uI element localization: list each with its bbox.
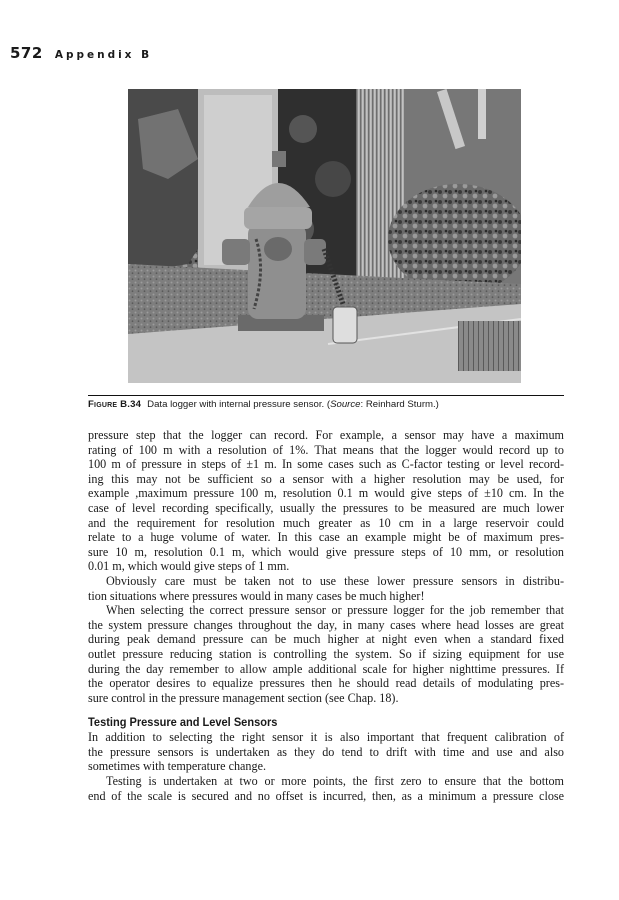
text-line: and the requirement for resolution much greater as 10 cm in a large reservoir could (88, 515, 564, 530)
paragraph-1 (88, 428, 564, 574)
caption-text: Data logger with internal pressure sensor. ( (147, 399, 331, 410)
paragraph-4 (88, 730, 564, 774)
text-line: 100 m of pressure in steps of ±1 m. In some cases such as C-factor testing or level record- (88, 457, 564, 472)
text-line: tion situations where pressures would in many cases be much higher! (88, 588, 425, 603)
text-line: rating of 100 m with a resolution of 1%. That means that the logger would record up to (88, 442, 564, 457)
text-line: end of the scale is secured and no offset is incurred, then, as a minimum a pressure close (88, 788, 564, 803)
text-line: the pressure sensors is undertaken as they do tend to drift with time and use and also (88, 744, 564, 759)
figure-photo (128, 89, 521, 383)
page-header (10, 44, 152, 62)
text-line: case of level recording specifically, usually the pressures to be measured are much lower (88, 500, 564, 515)
text-line: ing this may not be sufficient so a sensor with a higher resolution may be used, for (88, 471, 564, 486)
text-line: relate to a huge volume of water. In this case an example might be of maximum pres- (88, 530, 564, 545)
text-line: during peak demand pressure can be much higher at night even when a standard fixed (88, 632, 564, 647)
paragraph-2 (88, 574, 564, 603)
paragraph-5 (88, 774, 564, 803)
page-number: 572 (10, 44, 43, 62)
running-head: Appendix B (54, 49, 153, 61)
text-line: the operator desires to equalize pressures then he should read details of modulating pres- (88, 676, 564, 691)
text-line: pressure step that the logger can record. For example, a sensor may have a maximum (88, 428, 564, 442)
paragraph-3 (88, 603, 564, 705)
text-line: example ,maximum pressure 100 m, resolution 0.1 m would give steps of ±10 cm. In the (88, 486, 564, 501)
section-heading: Testing Pressure and Level Sensors (88, 715, 278, 730)
text-line: In addition to selecting the right sensor it is also important that frequent calibration of (88, 730, 564, 745)
text-line: during the day remember to allow ample additional scale for higher nighttime pressures. If (88, 661, 564, 676)
text-line: the system pressure changes throughout the day, in many cases where head losses are great (88, 617, 564, 632)
caption-source-label: Source (330, 399, 361, 410)
text-line: sure 10 m, resolution 0.1 m, which would give pressure steps of 10 mm, or resolution (88, 544, 564, 559)
fire-hydrant-photo-icon (128, 89, 521, 383)
text-line: When selecting the correct pressure sensor or pressure logger for the job remember that (106, 603, 564, 618)
text-line: 0.01 m, which would give steps of 1 mm. (88, 559, 290, 574)
caption-source: : Reinhard Sturm.) (360, 399, 439, 410)
figure-caption (88, 399, 564, 410)
text-line: Obviously care must be taken not to use these lower pressure sensors in distribu- (106, 573, 564, 588)
text-line: outlet pressure reducing station is controlling the system. So if sizing equipment for use (88, 646, 564, 661)
text-line: Testing is undertaken at two or more points, the first zero to ensure that the bottom (106, 774, 564, 789)
figure-rule (88, 395, 564, 396)
body-text (88, 428, 564, 803)
text-line: sure control in the pressure management section (see Chap. 18). (88, 690, 399, 705)
figure-label: Figure B.34 (88, 399, 142, 410)
text-line: sometimes with temperature change. (88, 759, 267, 774)
